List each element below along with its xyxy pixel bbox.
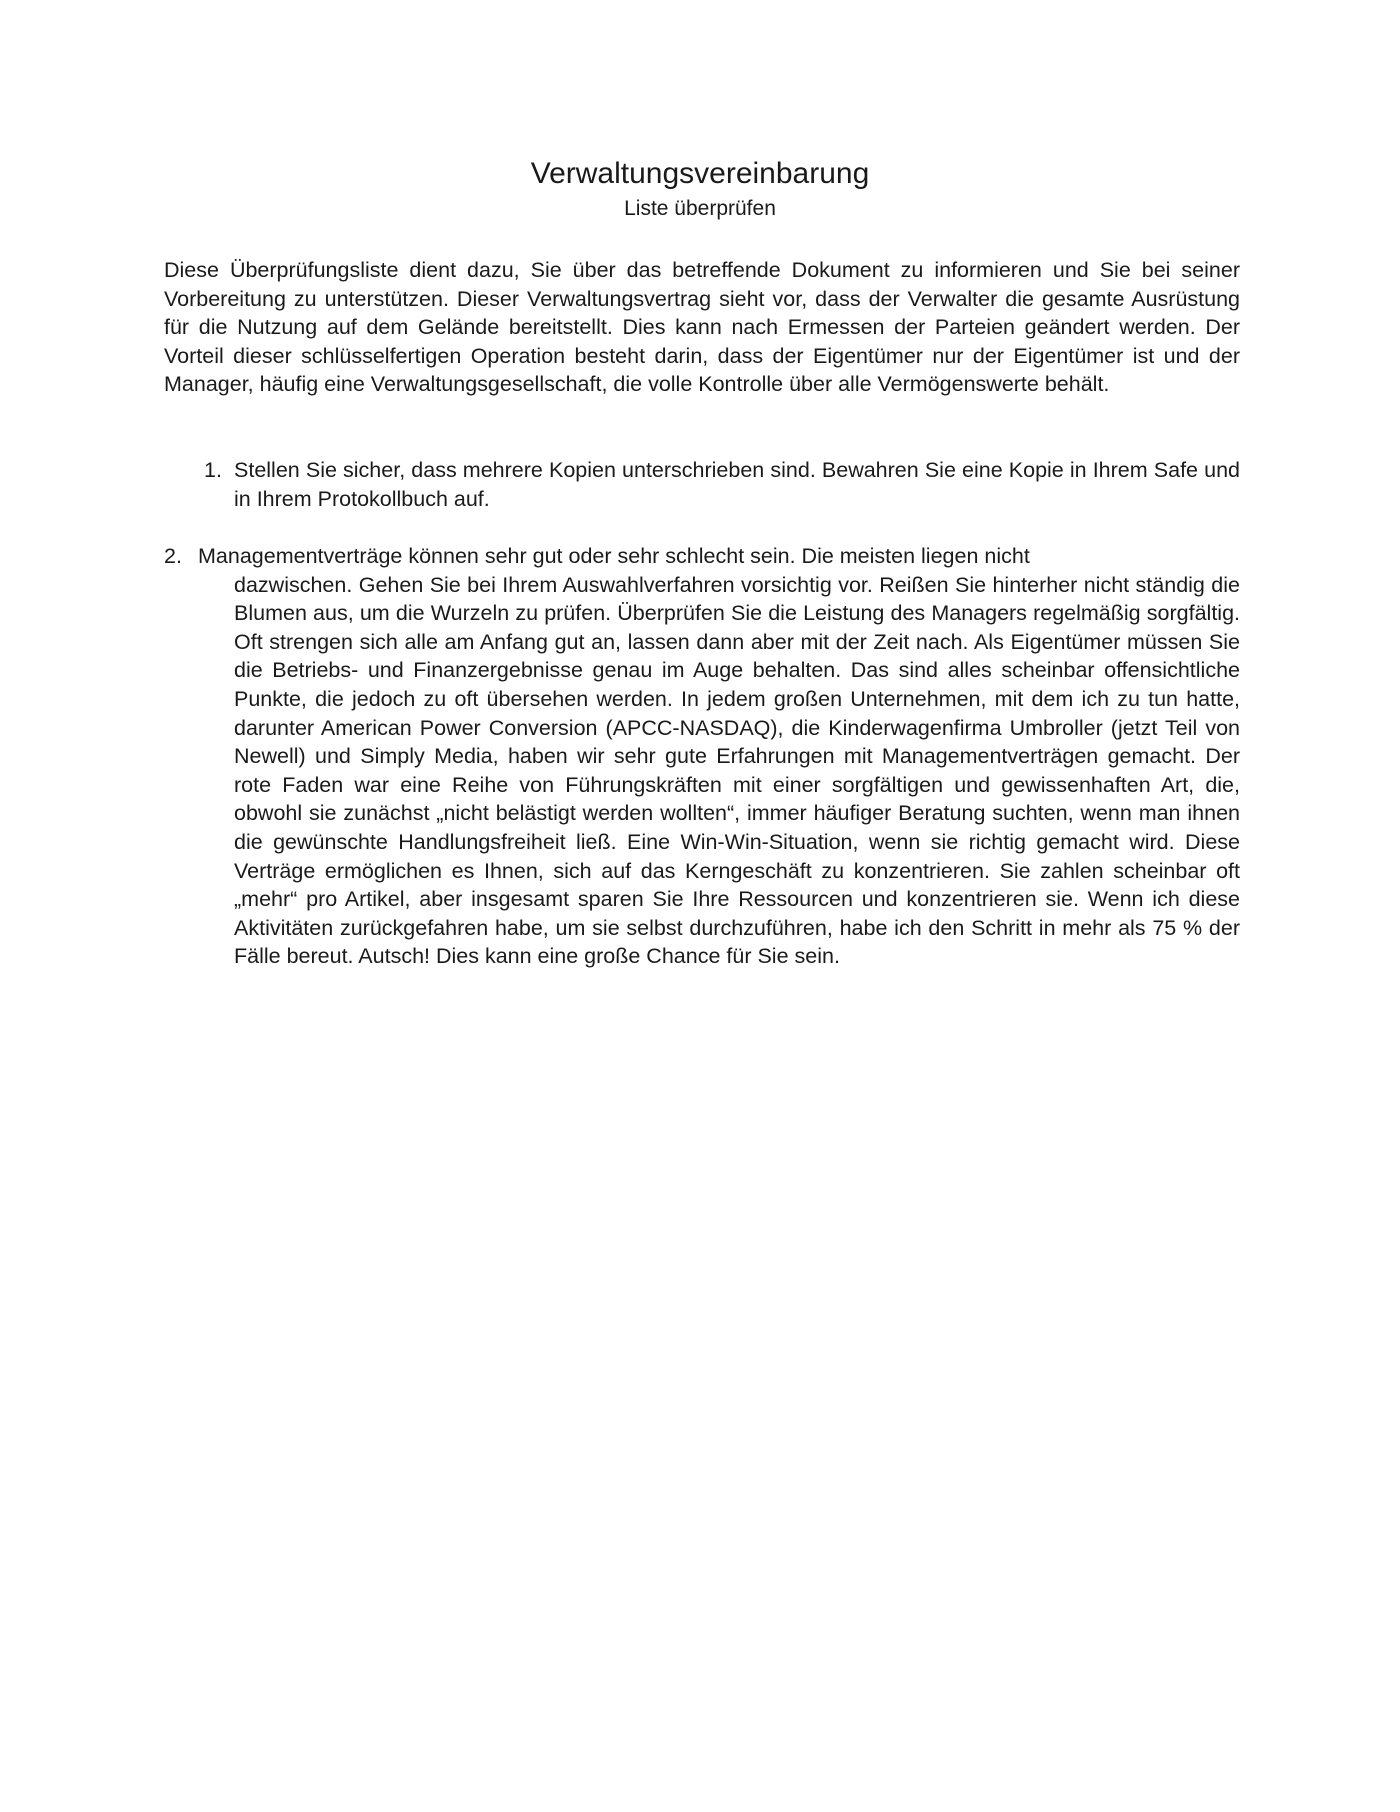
intro-paragraph: Diese Überprüfungsliste dient dazu, Sie über das betreffende Dokument zu informieren und Sie bei seiner Vorbereitung zu unterstützen. Dieser Verwaltungsvertrag sieht vor, dass der Verwalter die gesamte Ausrüstung für die Nutzung auf dem Gelände bereitstellt. Dies kann nach Ermessen der Parteien geändert werden. Der Vorteil dieser schlüsselfertigen Operation besteht darin, dass der Eigentümer nur der Eigentümer ist und der Manager, häufig eine Verwaltungsgesellschaft, die volle Kontrolle über alle Vermögenswerte behält.	[164, 258, 1240, 397]
list-item-number: 2.	[164, 544, 182, 568]
document-title: Verwaltungsvereinbarung	[530, 157, 870, 190]
list-item-number: 1.	[204, 458, 222, 482]
list-item	[204, 456, 1240, 513]
list-item-first-line: Managementverträge können sehr gut oder sehr schlecht sein. Die meisten liegen nicht	[198, 544, 1030, 568]
document-subtitle: Liste überprüfen	[624, 197, 776, 220]
list-item-text: dazwischen. Gehen Sie bei Ihrem Auswahlverfahren vorsichtig vor. Reißen Sie hinterher nicht ständig die Blumen aus, um die Wurzeln zu prüfen. Überprüfen Sie die Leistung des Managers regelmäßig sorgfältig. Oft strengen sich alle am Anfang gut an, lassen dann aber mit der Zeit nach. Als Eigentümer müssen Sie die Betriebs- und Finanzergebnisse genau im Auge behalten. Das sind alles scheinbar offensichtliche Punkte, die jedoch zu oft übersehen werden. In jedem großen Unternehmen, mit dem ich zu tun hatte, darunter American Power Conversion (APCC-NASDAQ), die Kinderwagenfirma Umbroller (jetzt Teil von Newell) und Simply Media, haben wir sehr gute Erfahrungen mit Managementverträgen gemacht. Der rote Faden war eine Reihe von Führungskräften mit einer sorgfältigen und gewissenhaften Art, die, obwohl sie zunächst „nicht belästigt werden wollten“, immer häufiger Beratung suchten, wenn man ihnen die gewünschte Handlungsfreiheit ließ. Eine Win-Win-Situation, wenn sie richtig gemacht wird. Diese Verträge ermöglichen es Ihnen, sich auf das Kerngeschäft zu konzentrieren. Sie zahlen scheinbar oft „mehr“ pro Artikel, aber insgesamt sparen Sie Ihre Ressourcen und konzentrieren sie. Wenn ich diese Aktivitäten zurückgefahren habe, um sie selbst durchzuführen, habe ich den Schritt in mehr als 75 % der Fälle bereut. Autsch! Dies kann eine große Chance für Sie sein.	[234, 572, 1240, 969]
list-item-text: Stellen Sie sicher, dass mehrere Kopien unterschrieben sind. Bewahren Sie eine Kopie in Ihrem Safe und in Ihrem Protokollbuch auf.	[234, 458, 1240, 511]
list-item	[164, 542, 1240, 971]
